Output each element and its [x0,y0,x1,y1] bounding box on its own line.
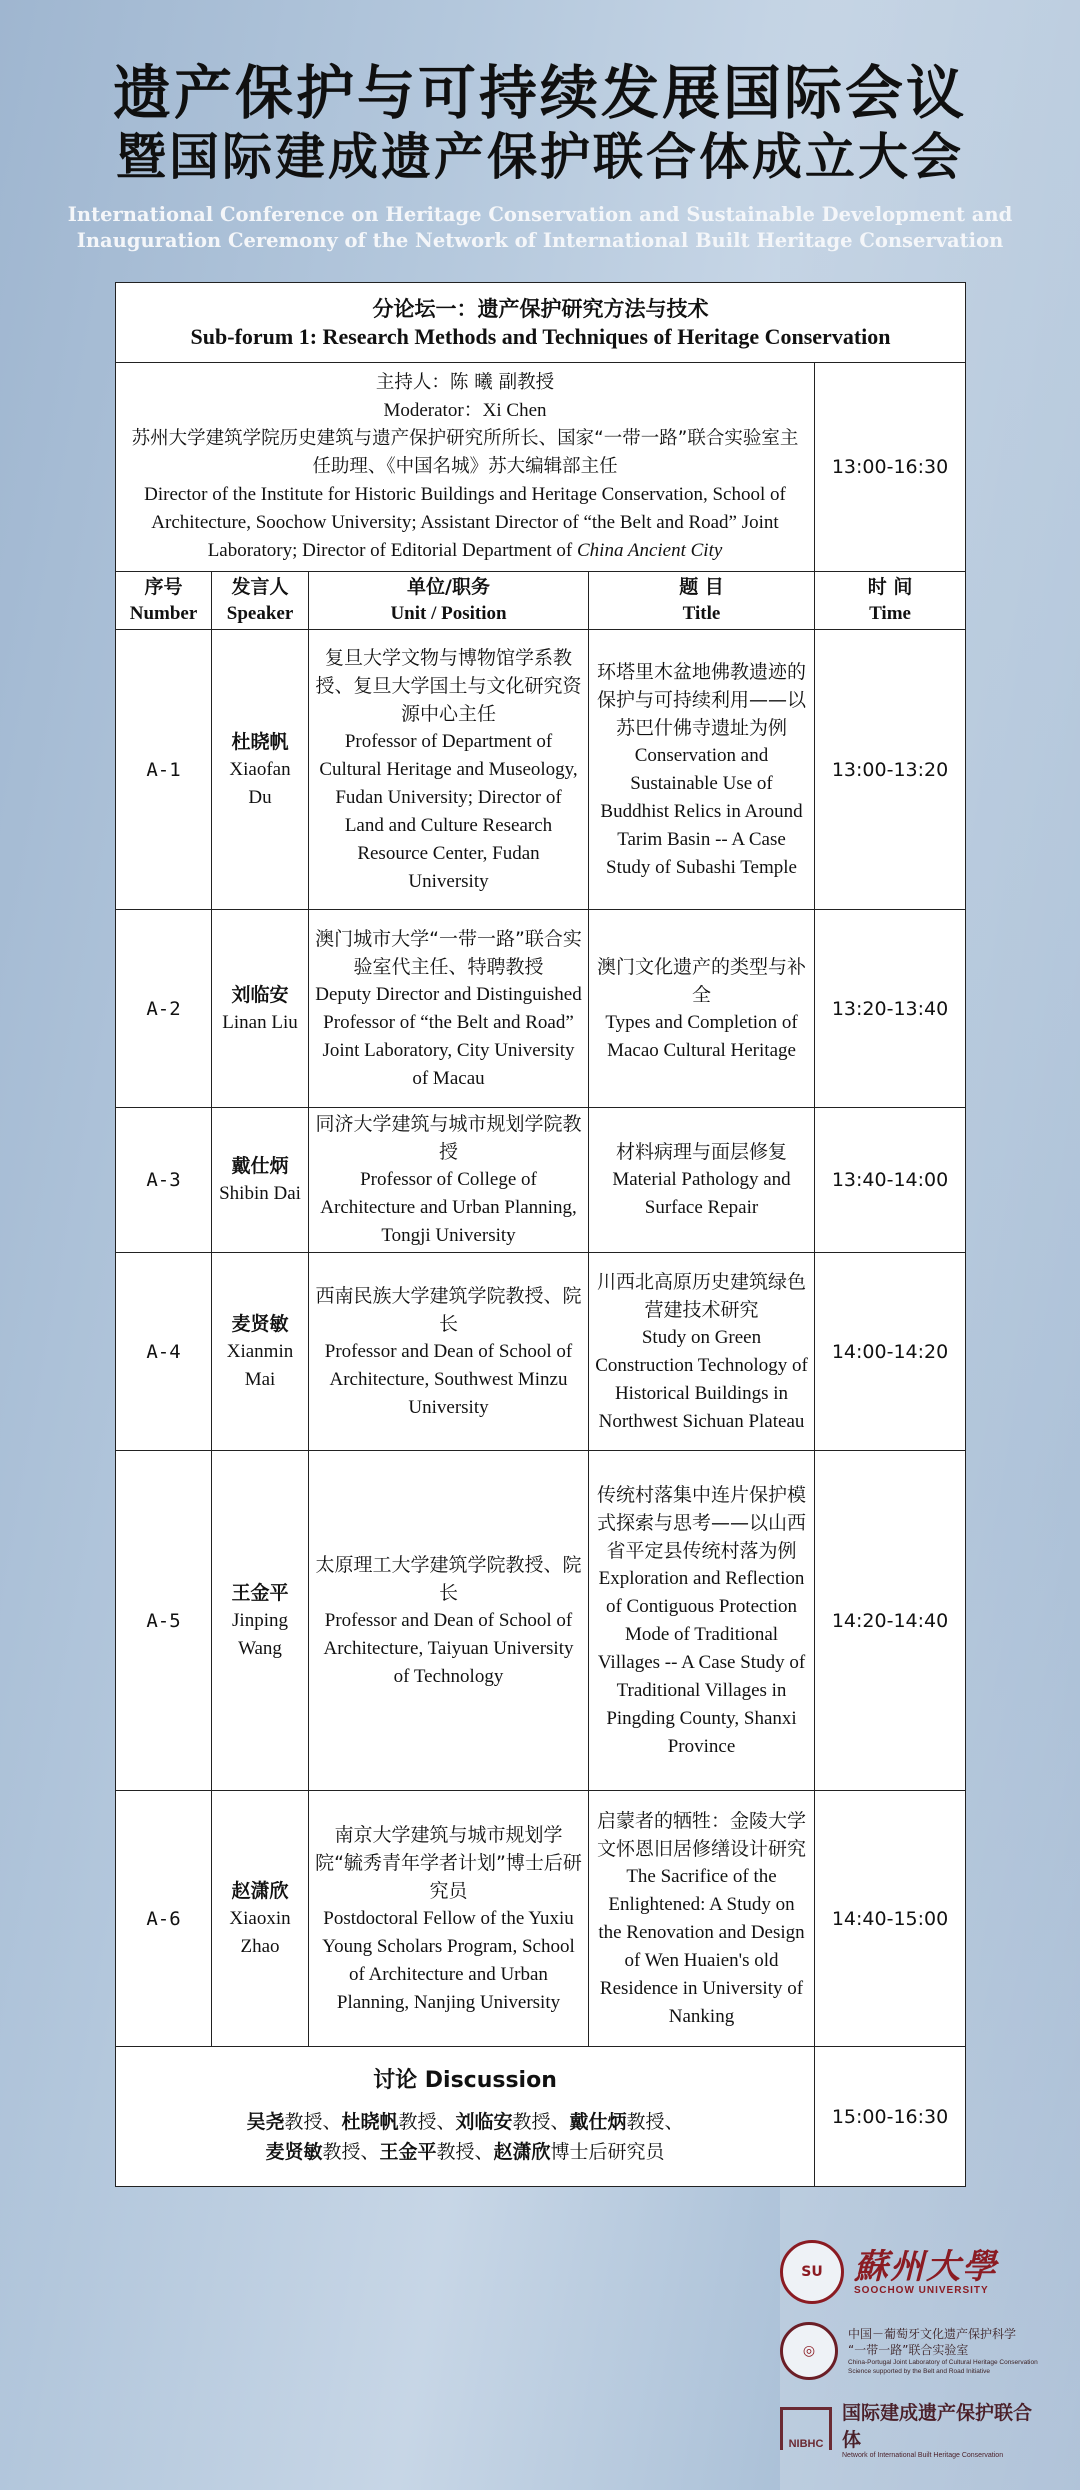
joint-lab-logo [780,2322,1050,2380]
talk-number: A-5 [116,1451,212,1791]
nibhc-logo [780,2398,1050,2459]
unit-en: Postdoctoral Fellow of the Yuxiu Young Scholars Program, School of Architecture and Urban Planning, Nanjing University [322,1907,575,2013]
speaker-name-cn: 戴仕炳 [231,1155,289,1177]
col-number-cn: 序号 [144,576,183,598]
speaker-name-en: Xianmin Mai [226,1340,294,1390]
forum-time: 13:00-16:30 [815,363,966,572]
participant-name: 王金平 [379,2140,437,2163]
talk-time: 14:20-14:40 [815,1451,966,1791]
speaker-name-cn: 刘临安 [231,983,289,1006]
participant-role: 博士后研究员 [550,2140,665,2163]
joint-lab-name-en: China-Portugal Joint Laboratory of Cultural Heritage Conservation Science supported by the Belt and Road Initiative [848,2359,1038,2375]
soochow-name-cn: 蘇州大學 [854,2246,998,2287]
talk-row [116,1108,966,1253]
talk-speaker [212,1791,309,2047]
talk-time: 13:20-13:40 [815,910,966,1108]
talk-unit [309,1253,589,1451]
unit-cn: 澳门城市大学“一带一路”联合实验室代主任、特聘教授 [315,927,582,978]
col-number [116,572,212,630]
col-title-en: Title [682,603,721,624]
participant-name: 杜晓帆 [341,2110,399,2133]
unit-en: Professor of College of Architecture and Urban Planning, Tongji University [320,1169,577,1246]
soochow-name-en: SOOCHOW UNIVERSITY [854,2284,989,2296]
talk-number: A-1 [116,630,212,910]
talk-row [116,910,966,1108]
speaker-name-en: Jinping Wang [232,1609,288,1659]
soochow-logo [780,2240,1050,2304]
talk-title [589,1253,815,1451]
talk-title [589,910,815,1108]
talk-speaker [212,630,309,910]
title-cn: 澳门文化遗产的类型与补全 [596,955,806,1006]
col-time-en: Time [869,603,911,624]
talk-speaker [212,910,309,1108]
title-en: Exploration and Reflection of Contiguous Protection Mode of Traditional Villages -- A Case Study of Traditional Villages in Pingding County, Shanxi Province [597,1567,806,1757]
col-speaker-cn: 发言人 [231,576,289,598]
talk-time: 13:00-13:20 [815,630,966,910]
col-time [815,572,966,630]
col-unit [309,572,589,630]
title-cn-line-1: 遗产保护与可持续发展国际会议 [112,59,967,127]
title-en: Conservation and Sustainable Use of Buddhist Relics in Around Tarim Basin -- A Case Study of Subashi Temple [600,744,803,878]
schedule-table [115,282,966,2187]
talk-row [116,1791,966,2047]
moderator-cell [116,363,815,572]
speaker-name-en: Shibin Dai [219,1183,301,1204]
moderator-desc-en-text: Director of the Institute for Historic Buildings and Heritage Conservation, School of Architecture, Soochow University; Assistant Director of “the Belt and Road” Joint Laboratory; Director of Editorial Department of [144,484,786,561]
unit-en: Professor of Department of Cultural Heritage and Museology, Fudan University; Director of Land and Culture Research Resource Center, Fudan University [319,730,578,892]
talk-time: 14:40-15:00 [815,1791,966,2047]
talk-unit [309,1451,589,1791]
col-title-cn: 题 目 [679,576,724,598]
participant-name: 麦贤敏 [265,2140,323,2163]
talk-number: A-4 [116,1253,212,1451]
participant-name: 戴仕炳 [569,2110,627,2133]
soochow-seal-icon: SU [780,2240,844,2304]
forum-title-en: Sub-forum 1: Research Methods and Techniques of Heritage Conservation [190,323,891,349]
title-cn: 川西北高原历史建筑绿色营建技术研究 [596,1270,806,1321]
moderator-row [116,363,966,572]
title-cn: 启蒙者的牺牲：金陵大学文怀恩旧居修缮设计研究 [596,1809,806,1860]
title-cn: 材料病理与面层修复 [615,1141,787,1163]
discussion-line-2 [122,2137,808,2167]
page-header [0,60,1080,254]
talk-number: A-6 [116,1791,212,2047]
unit-en: Professor and Dean of School of Architecture, Southwest Minzu University [324,1340,573,1418]
speaker-name-cn: 王金平 [231,1581,289,1604]
talk-row [116,630,966,910]
col-time-cn: 时 间 [867,576,913,598]
talk-unit [309,910,589,1108]
col-speaker [212,572,309,630]
discussion-line-1 [122,2107,808,2137]
col-unit-cn: 单位/职务 [407,576,490,598]
talk-title [589,1451,815,1791]
title-en-line-1: International Conference on Heritage Conservation and Sustainable Development and [67,203,1013,227]
participant-role: 教授、 [436,2140,494,2163]
talk-row [116,1451,966,1791]
participant-role: 教授、 [284,2110,342,2133]
talk-speaker [212,1108,309,1253]
column-header-row [116,572,966,630]
nibhc-mark-icon [780,2407,832,2450]
talk-title [589,630,815,910]
discussion-row [116,2047,966,2187]
participant-role: 教授、 [512,2110,570,2133]
joint-lab-name-cn-2: “一带一路”联合实验室 [848,2343,969,2357]
participant-name: 吴尧 [246,2110,285,2133]
joint-lab-text [848,2326,1050,2376]
moderator-desc-en [126,481,804,565]
col-speaker-en: Speaker [226,603,294,624]
unit-cn: 同济大学建筑与城市规划学院教授 [315,1113,582,1163]
title-en: Material Pathology and Surface Repair [612,1169,791,1218]
nibhc-name-en: Network of International Built Heritage Conservation [842,2452,1004,2459]
moderator-name-en: Moderator：Xi Chen [383,400,547,421]
talk-row [116,1253,966,1451]
participant-name: 赵潇欣 [493,2140,551,2163]
joint-lab-seal-icon: ◎ [780,2322,838,2380]
talk-title [589,1108,815,1253]
participant-role: 教授、 [626,2110,684,2133]
discussion-time: 15:00-16:30 [815,2047,966,2187]
title-cn-line-2: 暨国际建成遗产保护联合体成立大会 [116,127,964,186]
col-number-en: Number [129,603,198,624]
unit-cn: 复旦大学文物与博物馆学系教授、复旦大学国土与文化研究资源中心主任 [315,646,582,725]
speaker-name-en: Xiaofan Du [229,758,291,808]
title-cn: 传统村落集中连片保护模式探索与思考——以山西省平定县传统村落为例 [596,1483,806,1562]
nibhc-name-cn: 国际建成遗产保护联合体 [842,2402,1033,2451]
moderator-desc-en-italic: China Ancient City [577,540,723,561]
unit-cn: 西南民族大学建筑学院教授、院长 [315,1284,582,1335]
title-en: Types and Completion of Macao Cultural Heritage [605,1011,798,1061]
unit-cn: 南京大学建筑与城市规划学院“毓秀青年学者计划”博士后研究员 [315,1823,582,1902]
discussion-heading: 讨论 Discussion [373,2067,557,2093]
participant-name: 刘临安 [455,2110,513,2133]
speaker-name-cn: 赵潇欣 [231,1879,289,1902]
col-unit-en: Unit / Position [390,603,507,624]
moderator-desc-cn: 苏州大学建筑学院历史建筑与遗产保护研究所所长、国家“一带一路”联合实验室主任助理、《中国名城》苏大编辑部主任 [131,428,799,477]
talk-speaker [212,1451,309,1791]
speaker-name-en: Linan Liu [222,1011,298,1033]
col-title [589,572,815,630]
nibhc-abbr: NIBHC [788,2438,824,2450]
title-en-line-2: Inauguration Ceremony of the Network of International Built Heritage Conservation [76,229,1004,253]
title-en: The Sacrifice of the Enlightened: A Study on the Renovation and Design of Wen Huaien's old Residence in University of Nanking [598,1865,805,2027]
forum-title-cell [116,283,966,363]
talk-time: 14:00-14:20 [815,1253,966,1451]
speaker-name-cn: 杜晓帆 [231,730,289,753]
participant-role: 教授、 [398,2110,456,2133]
unit-en: Professor and Dean of School of Architecture, Taiyuan University of Technology [323,1609,574,1687]
talk-unit [309,1108,589,1253]
forum-title-cn: 分论坛一：遗产保护研究方法与技术 [372,296,709,321]
title-en: Study on Green Construction Technology of Historical Buildings in Northwest Sichuan Plateau [595,1326,808,1432]
unit-cn: 太原理工大学建筑学院教授、院长 [315,1553,582,1604]
title-cn: 环塔里木盆地佛教遗迹的保护与可持续利用——以苏巴什佛寺遗址为例 [596,660,806,739]
moderator-name-cn: 主持人：陈 曦 副教授 [375,372,555,393]
participant-role: 教授、 [322,2140,380,2163]
soochow-logo-text [854,2246,998,2296]
unit-en: Deputy Director and Distinguished Professor of “the Belt and Road” Joint Laboratory, City University of Macau [315,983,582,1089]
talk-speaker [212,1253,309,1451]
talk-unit [309,630,589,910]
talk-number: A-2 [116,910,212,1108]
talk-title [589,1791,815,2047]
speaker-name-en: Xiaoxin Zhao [229,1907,291,1957]
talk-unit [309,1791,589,2047]
discussion-cell [116,2047,815,2187]
joint-lab-name-cn-1: 中国－葡萄牙文化遗产保护科学 [848,2327,1017,2341]
talk-number: A-3 [116,1108,212,1253]
speaker-name-cn: 麦贤敏 [231,1312,289,1335]
forum-title-row [116,283,966,363]
logo-group [780,2240,1050,2477]
nibhc-text [842,2398,1050,2459]
talk-time: 13:40-14:00 [815,1108,966,1253]
